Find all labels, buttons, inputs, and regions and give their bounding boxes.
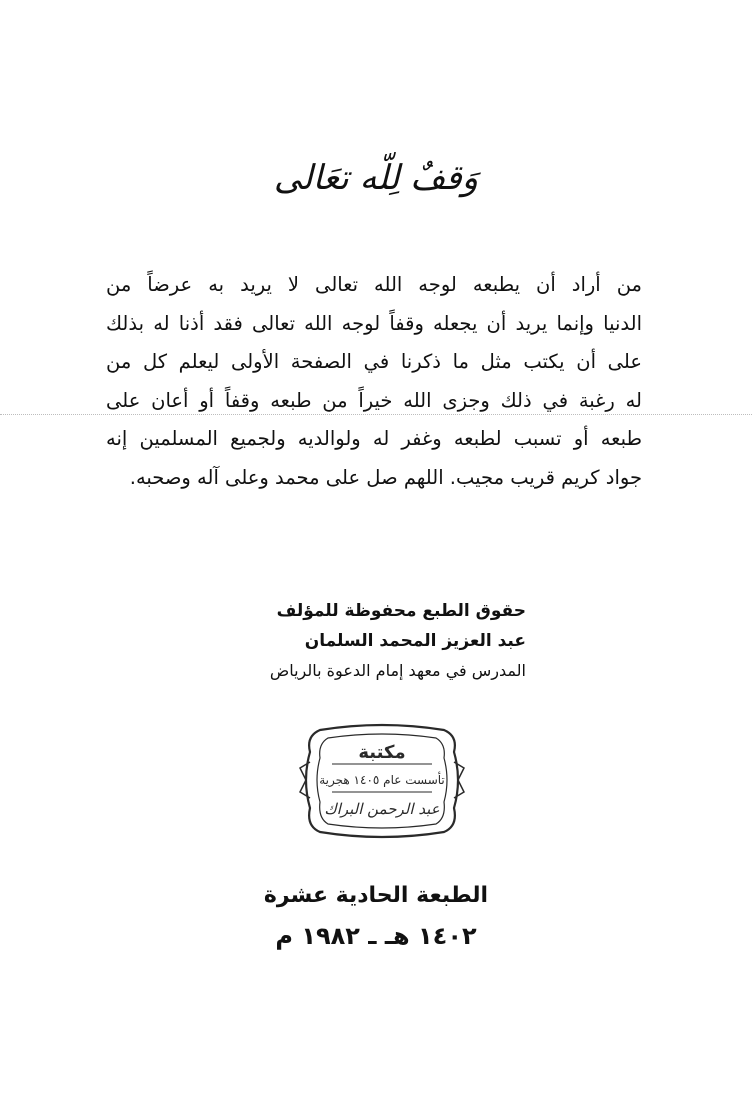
paragraph-line: له رغبة في ذلك وجزى الله خيراً من طبعه وقفاً أو أعان على [106, 388, 642, 412]
paragraph-line: طبعه أو تسبب لطبعه وغفر له ولوالديه ولجميع المسلمين إنه [106, 427, 642, 451]
waqf-title [0, 158, 752, 198]
edition-block [0, 876, 752, 956]
copyright-block [230, 596, 526, 686]
waqf-permission-paragraph [106, 266, 642, 498]
edition-date: ١٤٠٢ هـ ـ ١٩٨٢ م [275, 922, 477, 950]
rights-reserved-line: حقوق الطبع محفوظة للمؤلف [276, 601, 526, 621]
paragraph-line: من أراد أن يطبعه لوجه الله تعالى لا يريد به عرضاً من [106, 273, 642, 296]
author-affiliation: المدرس في معهد إمام الدعوة بالرياض [269, 661, 526, 680]
edition-title: الطبعة الحادية عشرة [263, 883, 489, 908]
paragraph-line: الدنيا وإنما يريد أن يجعله وقفاً لوجه الله تعالى فقد أذنا له بذلك [106, 311, 642, 335]
library-stamp [298, 722, 466, 840]
paragraph-line: جواد كريم قريب مجيب. اللهم صل على محمد وعلى آله وصحبه. [129, 465, 642, 489]
stamp-top-text: مكتبة [358, 742, 406, 763]
stamp-bottom-text: عبد الرحمن البراك [324, 800, 440, 818]
author-name: عبد العزيز المحمد السلمان [304, 631, 526, 651]
stamp-middle-text: تأسست عام ١٤٠٥ هجرية [319, 773, 445, 787]
waqf-title-text: وَقفٌ لِلّه تعَالى [273, 158, 479, 198]
paragraph-line: على أن يكتب مثل ما ذكرنا في الصفحة الأولى ليعلم كل من [106, 350, 642, 374]
